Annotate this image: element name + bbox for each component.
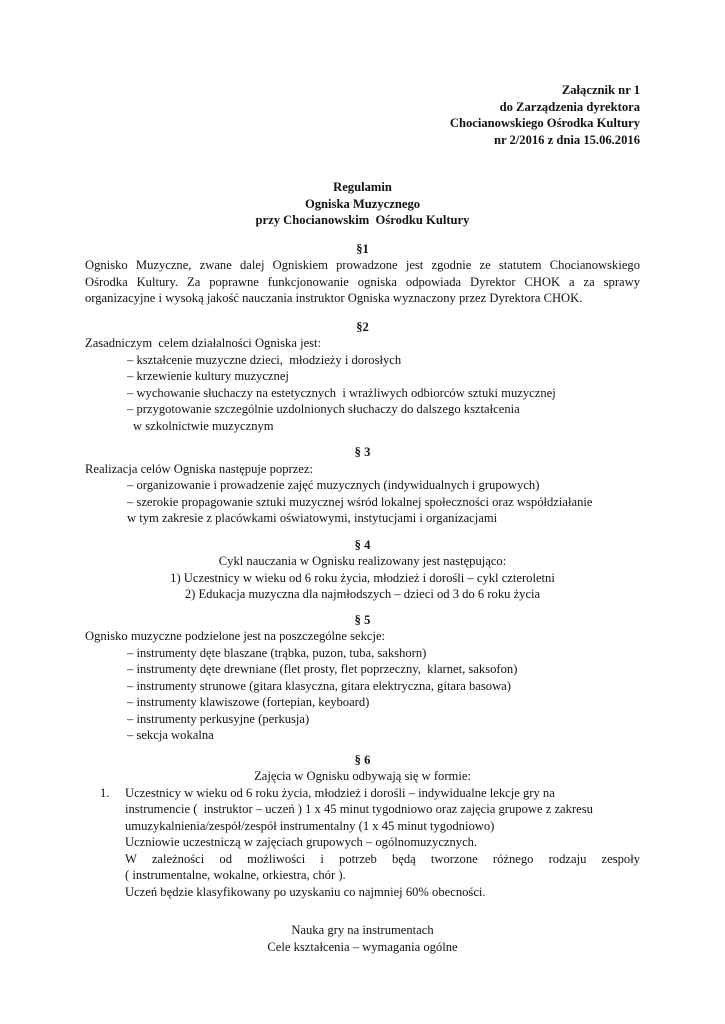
list-continuation: w szkolnictwie muzycznym bbox=[133, 418, 274, 433]
section-intro: Ognisko muzyczne podzielone jest na poszczególne sekcje: bbox=[85, 629, 386, 643]
list-item: – sekcja wokalna bbox=[127, 728, 214, 742]
annex-line: nr 2/2016 z dnia 15.06.2016 bbox=[493, 132, 640, 147]
section-2 bbox=[85, 319, 640, 435]
list-item: – wychowanie słuchaczy na estetycznych i wrażliwych odbiorców sztuki muzycznej bbox=[127, 385, 556, 400]
section-heading: § 6 bbox=[354, 752, 371, 767]
section-subtitle: Zajęcia w Ognisku odbywają się w formie: bbox=[254, 769, 471, 783]
section-intro: Realizacja celów Ogniska następuje poprzez: bbox=[85, 461, 313, 476]
section-heading: §1 bbox=[356, 241, 369, 256]
item-line: Uczestnicy w wieku od 6 roku życia, młodzież i dorośli – indywidualne lekcje gry na bbox=[125, 785, 555, 800]
paragraph-line: 1) Uczestnicy w wieku od 6 roku życia, młodzież i dorośli – cykl czteroletni bbox=[170, 570, 555, 585]
list-item: – instrumenty perkusyjne (perkusja) bbox=[127, 711, 310, 726]
section-heading: §2 bbox=[356, 319, 369, 334]
section-intro: Zasadniczym celem działalności Ogniska jest: bbox=[85, 336, 322, 350]
item-line: instrumencie ( instruktor – uczeń ) 1 x 45 minut tygodniowo oraz zajęcia grupowe z zakresu bbox=[125, 802, 593, 816]
list-item: – kształcenie muzyczne dzieci, młodzieży i dorosłych bbox=[127, 352, 402, 367]
document-title-line: Ogniska Muzycznego bbox=[304, 196, 421, 211]
annex-block bbox=[85, 82, 640, 148]
footer-line: Cele kształcenia – wymagania ogólne bbox=[267, 939, 458, 954]
list-continuation: w tym zakresie z placówkami oświatowymi, instytucjami i organizacjami bbox=[127, 511, 498, 525]
section-1 bbox=[85, 241, 640, 307]
section-3 bbox=[85, 444, 640, 527]
list-item: – przygotowanie szczególnie uzdolnionych słuchaczy do dalszego kształcenia bbox=[127, 402, 520, 416]
footer-block bbox=[85, 922, 640, 955]
item-line: W zależności od możliwości i potrzeb będą tworzone różnego rodzaju zespoły bbox=[125, 851, 640, 866]
section-heading: § 3 bbox=[354, 445, 371, 459]
list-item: – instrumenty dęte drewniane (flet prosty, flet poprzeczny, klarnet, saksofon) bbox=[127, 662, 518, 676]
section-5 bbox=[85, 612, 640, 744]
item-number: 1. bbox=[100, 785, 110, 800]
section-6 bbox=[85, 752, 640, 901]
paragraph-line: Cykl nauczania w Ognisku realizowany jest następująco: bbox=[218, 554, 507, 568]
list-item: – organizowanie i prowadzenie zajęć muzycznych (indywidualnych i grupowych) bbox=[127, 478, 540, 492]
section-4 bbox=[85, 537, 640, 603]
list-item: – instrumenty klawiszowe (fortepian, keyboard) bbox=[127, 695, 370, 709]
document-title-line: Regulamin bbox=[333, 180, 392, 194]
annex-line: do Zarządzenia dyrektora bbox=[499, 99, 640, 114]
list-item: – instrumenty strunowe (gitara klasyczna, gitara elektryczna, gitara basowa) bbox=[127, 678, 511, 693]
list-item: – instrumenty dęte blaszane (trąbka, puzon, tuba, sakshorn) bbox=[127, 645, 427, 660]
paragraph-line: Ośrodka Kultury. Za poprawne funkcjonowanie ogniska odpowiada Dyrektor CHOK a za sprawy bbox=[85, 274, 640, 289]
paragraph-line: organizacyjne i wysoką jakość nauczania instruktor Ogniska wyznaczony przez Dyrektora CHOK. bbox=[85, 291, 583, 305]
numbered-item bbox=[85, 785, 640, 901]
list-item: – krzewienie kultury muzycznej bbox=[127, 369, 289, 383]
list-item: – szerokie propagowanie sztuki muzycznej wśród lokalnej społeczności oraz współdziałanie bbox=[127, 494, 593, 509]
paragraph-line: Ognisko Muzyczne, zwane dalej Ogniskiem prowadzone jest zgodnie ze statutem Chocianowskiego bbox=[85, 258, 640, 272]
item-line: ( instrumentalne, wokalne, orkiestra, chór ). bbox=[125, 868, 346, 882]
document-title bbox=[85, 179, 640, 229]
item-line: umuzykalnienia/zespół/zespół instrumentalny (1 x 45 minut tygodniowo) bbox=[125, 818, 495, 833]
annex-line: Załącznik nr 1 bbox=[561, 83, 640, 97]
item-line: Uczeń będzie klasyfikowany po uzyskaniu co najmniej 60% obecności. bbox=[125, 884, 486, 899]
section-heading: § 5 bbox=[354, 612, 371, 627]
section-heading: § 4 bbox=[354, 537, 371, 552]
item-line: Uczniowie uczestniczą w zajęciach grupowych – ogólnomuzycznych. bbox=[125, 835, 478, 849]
footer-line: Nauka gry na instrumentach bbox=[291, 923, 434, 937]
document-title-line: przy Chocianowskim Ośrodku Kultury bbox=[255, 213, 470, 227]
annex-line: Chocianowskiego Ośrodka Kultury bbox=[449, 116, 640, 130]
paragraph-line: 2) Edukacja muzyczna dla najmłodszych – dzieci od 3 do 6 roku życia bbox=[184, 587, 541, 601]
